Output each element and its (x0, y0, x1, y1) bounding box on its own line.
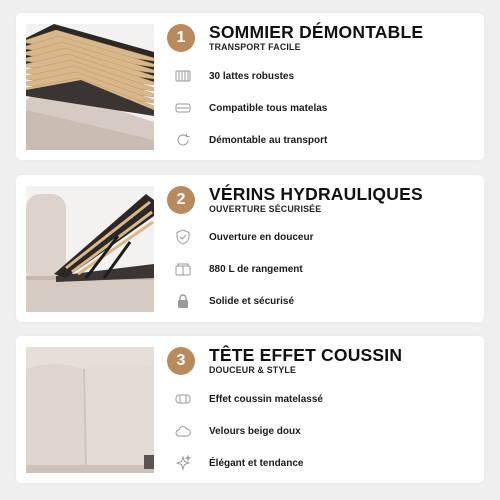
shield-check-icon (174, 228, 192, 246)
sparkle-icon (174, 454, 192, 472)
step-number-badge: 3 (167, 347, 195, 375)
feature-card-disassemblable (16, 13, 484, 160)
feature-card-headboard (16, 336, 484, 483)
feature-text: Velours beige doux (209, 426, 301, 437)
step-number-badge: 2 (167, 186, 195, 214)
feature-text: Solide et sécurisé (209, 296, 295, 307)
storage-box-icon (174, 260, 192, 278)
lock-icon (174, 292, 192, 310)
feature-item (174, 292, 474, 312)
step-number-badge: 1 (167, 24, 195, 52)
feature-text: Compatible tous matelas (209, 103, 328, 114)
feature-text: Démontable au transport (209, 135, 328, 146)
slats-icon (174, 67, 192, 85)
feature-item (174, 131, 474, 151)
headboard-cushion-photo (26, 347, 154, 473)
mattress-icon (174, 99, 192, 117)
feature-text: Élégant et tendance (209, 458, 304, 469)
section-title: SOMMIER DÉMONTABLE (209, 22, 424, 42)
feature-item (174, 454, 474, 474)
feature-text: Effet coussin matelassé (209, 394, 323, 405)
cushion-icon (174, 390, 192, 408)
feature-text: 880 L de rangement (209, 264, 303, 275)
section-title: TÊTE EFFET COUSSIN (209, 345, 403, 365)
bed-slats-photo (26, 24, 154, 150)
feature-item (174, 67, 474, 87)
feature-item (174, 422, 474, 442)
feature-item (174, 390, 474, 410)
section-subtitle: OUVERTURE SÉCURISÉE (209, 204, 322, 214)
section-title: VÉRINS HYDRAULIQUES (209, 184, 423, 204)
feature-item (174, 228, 474, 248)
feature-item (174, 99, 474, 119)
cloud-icon (174, 422, 192, 440)
refresh-icon (174, 131, 192, 149)
section-subtitle: TRANSPORT FACILE (209, 42, 301, 52)
feature-item (174, 260, 474, 280)
section-subtitle: DOUCEUR & STYLE (209, 365, 297, 375)
feature-card-hydraulic (16, 175, 484, 322)
feature-text: Ouverture en douceur (209, 232, 314, 243)
feature-text: 30 lattes robustes (209, 71, 295, 82)
bed-storage-photo (26, 186, 154, 312)
